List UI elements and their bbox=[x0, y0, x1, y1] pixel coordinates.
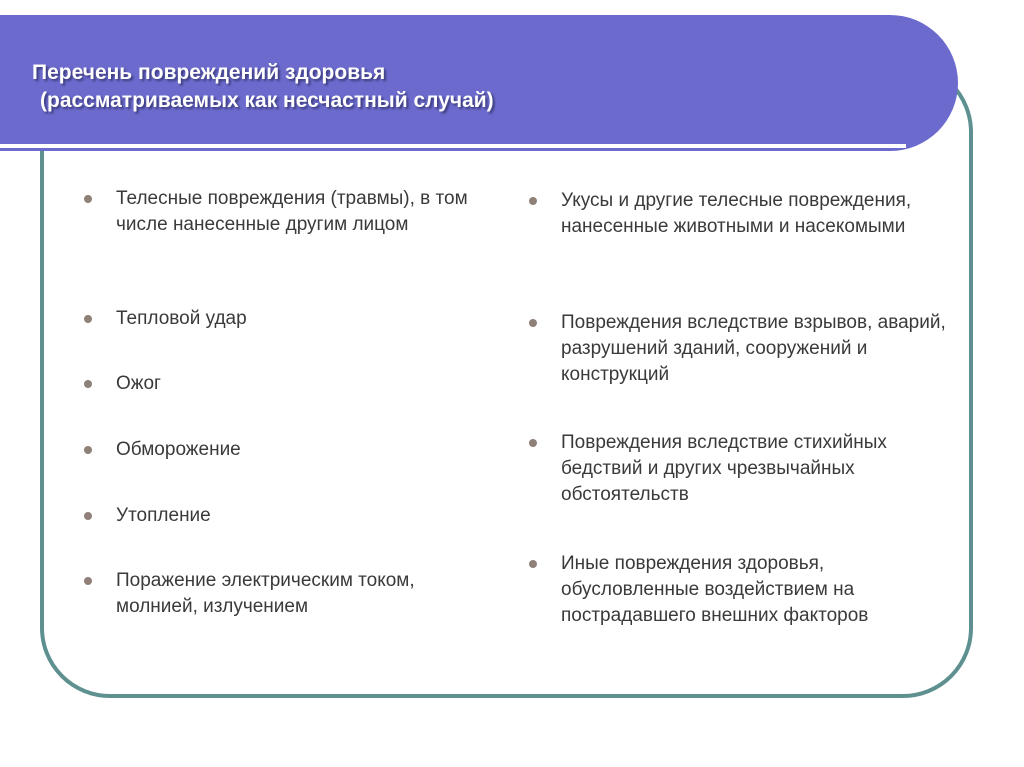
list-item-text: Телесные повреждения (травмы), в том числе нанесенные другим лицом bbox=[116, 188, 468, 235]
title-underline bbox=[0, 144, 906, 148]
list-item bbox=[76, 186, 496, 238]
bullet-dot bbox=[529, 560, 537, 568]
list-item-text: Поражение электрическим током, молнией, излучением bbox=[116, 570, 415, 617]
bullet-dot bbox=[84, 315, 92, 323]
list-item-text: Повреждения вследствие стихийных бедствий и других чрезвычайных обстоятельств bbox=[561, 432, 887, 505]
list-item-text: Иные повреждения здоровья, обусловленные воздействием на пострадавшего внешних факторов bbox=[561, 553, 869, 626]
list-item bbox=[76, 437, 496, 463]
bullet-dot bbox=[529, 439, 537, 447]
title-bar bbox=[0, 15, 958, 151]
list-item bbox=[76, 371, 496, 397]
bullet-dot bbox=[84, 577, 92, 585]
list-item-text: Утопление bbox=[116, 505, 211, 526]
list-item-text: Укусы и другие телесные повреждения, нанесенные животными и насекомыми bbox=[561, 190, 912, 237]
list-item-text: Повреждения вследствие взрывов, аварий, разрушений зданий, сооружений и конструкций bbox=[561, 312, 946, 385]
list-item bbox=[76, 503, 496, 529]
title-line-2: (рассматриваемых как несчастный случай) bbox=[40, 89, 494, 112]
bullet-dot bbox=[84, 446, 92, 454]
bullet-dot bbox=[529, 319, 537, 327]
title-line-1: Перечень повреждений здоровья bbox=[32, 61, 386, 84]
list-item-text: Обморожение bbox=[116, 439, 241, 460]
list-item-text: Тепловой удар bbox=[116, 308, 247, 329]
bullet-dot bbox=[529, 197, 537, 205]
list-item bbox=[521, 188, 961, 240]
list-item bbox=[76, 568, 496, 620]
bullet-dot bbox=[84, 195, 92, 203]
list-item bbox=[76, 306, 496, 332]
bullet-dot bbox=[84, 512, 92, 520]
list-item bbox=[521, 430, 961, 508]
list-item bbox=[521, 310, 961, 388]
list-item bbox=[521, 551, 961, 629]
list-item-text: Ожог bbox=[116, 373, 161, 394]
bullet-dot bbox=[84, 380, 92, 388]
slide-title bbox=[32, 59, 494, 115]
